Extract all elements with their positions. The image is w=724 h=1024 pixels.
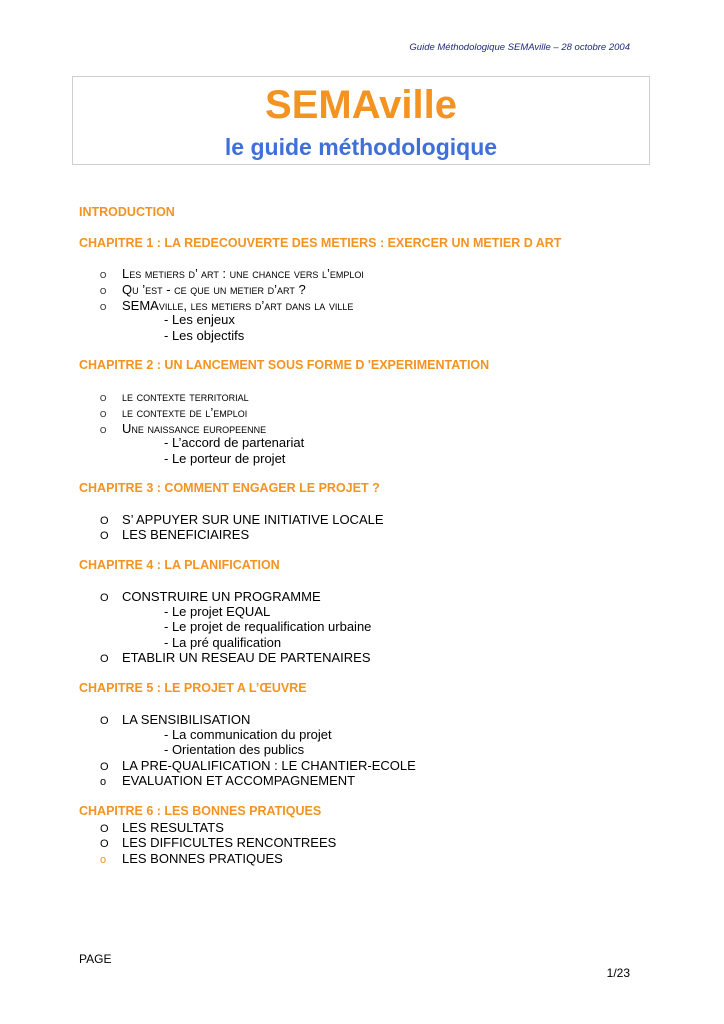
chapter-4-title: CHAPITRE 4 : LA PLANIFICATION [79, 558, 280, 572]
sub-item: - L’accord de partenariat [164, 435, 305, 450]
sub-item: - Le porteur de projet [164, 451, 286, 466]
list-item: o Les metiers d’ art : une chance vers l’emploi [100, 266, 364, 281]
page-number: 1/23 [606, 966, 630, 980]
header-note: Guide Méthodologique SEMAville – 28 octobre 2004 [409, 42, 630, 53]
chapter-1-title: CHAPITRE 1 : LA REDECOUVERTE DES METIERS : EXERCER UN METIER D ART [79, 236, 562, 250]
bullet-icon: O [100, 715, 109, 727]
bullet-icon: o [100, 392, 107, 404]
list-item: O LES DIFFICULTES RENCONTREES [100, 835, 337, 850]
bullet-icon: O [100, 530, 109, 542]
bullet-icon: o [100, 285, 107, 297]
bullet-icon: O [100, 592, 109, 604]
list-item: O LES RESULTATS [100, 820, 224, 835]
bullet-icon: o [100, 776, 107, 788]
bullet-icon: O [100, 838, 109, 850]
bullet-icon: o [100, 424, 107, 436]
sub-item: - Les objectifs [164, 328, 245, 343]
list-item: O S’ APPUYER SUR UNE INITIATIVE LOCALE [100, 512, 384, 527]
list-item: o le contexte territorial [100, 389, 249, 404]
list-item: O CONSTRUIRE UN PROGRAMME [100, 589, 321, 604]
sub-item: - Les enjeux [164, 312, 235, 327]
sub-item: - La pré qualification [164, 635, 282, 650]
list-item: O LA SENSIBILISATION [100, 712, 251, 727]
page-title: SEMAville [265, 83, 457, 127]
list-item: o EVALUATION ET ACCOMPAGNEMENT [100, 773, 356, 788]
sub-item: - Orientation des publics [164, 742, 305, 757]
bullet-icon: O [100, 823, 109, 835]
chapter-6-title: CHAPITRE 6 : LES BONNES PRATIQUES [79, 804, 322, 818]
list-item: o Qu ’est - ce que un metier d’art ? [100, 282, 306, 297]
title-box [72, 76, 650, 165]
chapter-5-title: CHAPITRE 5 : LE PROJET A L’ŒUVRE [79, 681, 307, 695]
bullet-icon: O [100, 515, 109, 527]
bullet-icon: O [100, 761, 109, 773]
list-item: O LA PRE-QUALIFICATION : LE CHANTIER-ECOLE [100, 758, 416, 773]
page-subtitle: le guide méthodologique [224, 134, 498, 160]
list-item: o SEMAville, les metiers d’art dans la ville [100, 298, 354, 313]
footer-label: PAGE [79, 952, 112, 966]
chapter-3-title: CHAPITRE 3 : COMMENT ENGAGER LE PROJET ? [79, 481, 380, 495]
chapter-2-title: CHAPITRE 2 : UN LANCEMENT SOUS FORME D 'EXPERIMENTATION [79, 358, 490, 372]
list-item: O ETABLIR UN RESEAU DE PARTENAIRES [100, 650, 371, 665]
bullet-icon: o [100, 408, 107, 420]
sub-item: - La communication du projet [164, 727, 332, 742]
bullet-icon: o [100, 301, 107, 313]
list-item: o Une naissance europeenne [100, 421, 267, 436]
list-item: O LES BENEFICIAIRES [100, 527, 250, 542]
section-introduction: INTRODUCTION [79, 205, 175, 219]
sub-item: - Le projet EQUAL [164, 604, 271, 619]
list-item: o LES BONNES PRATIQUES [100, 851, 283, 866]
bullet-icon: O [100, 653, 109, 665]
list-item: o le contexte de l’emploi [100, 405, 248, 420]
bullet-icon: o [100, 854, 107, 866]
sub-item: - Le projet de requalification urbaine [164, 619, 372, 634]
bullet-icon: o [100, 269, 107, 281]
